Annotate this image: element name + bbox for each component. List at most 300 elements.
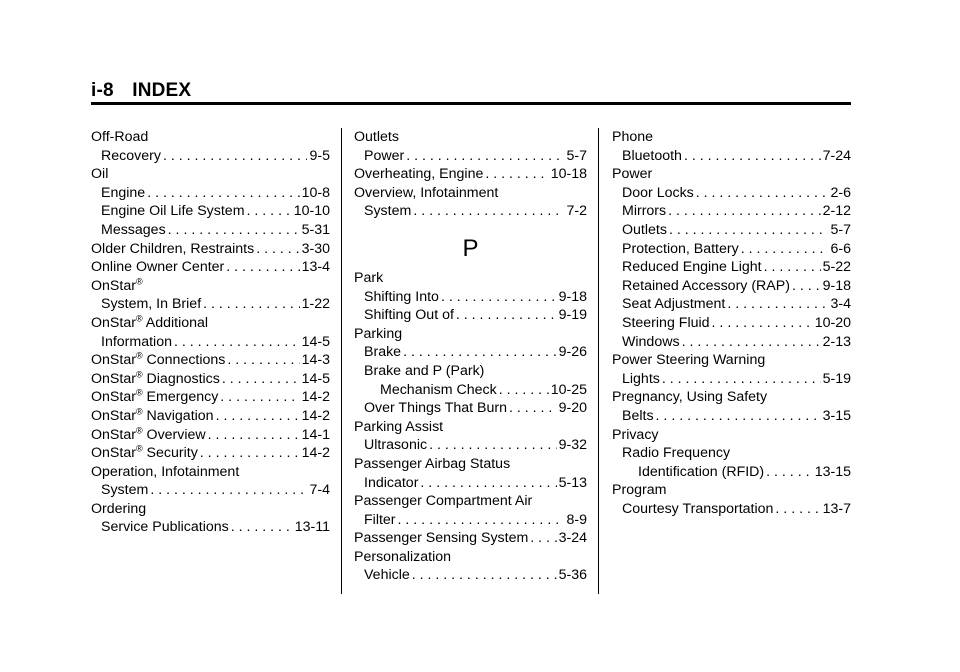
entry-label: Bluetooth bbox=[622, 147, 682, 164]
index-heading bbox=[91, 500, 330, 519]
index-entry bbox=[354, 288, 587, 307]
entry-label: Program bbox=[612, 482, 667, 499]
page-reference: 13-11 bbox=[294, 519, 330, 536]
entry-text bbox=[622, 407, 654, 426]
entry-label: System bbox=[101, 482, 149, 499]
entry-label: Messages bbox=[101, 221, 166, 238]
leader-dots bbox=[456, 306, 557, 325]
entry-text bbox=[91, 444, 198, 463]
entry-text bbox=[612, 389, 767, 405]
leader-dots bbox=[203, 295, 299, 314]
index-heading bbox=[354, 455, 587, 474]
entry-text bbox=[101, 221, 166, 240]
page-reference: 14-1 bbox=[301, 426, 330, 443]
index-column-3 bbox=[612, 128, 851, 518]
entry-label: OnStar bbox=[91, 407, 136, 424]
entry-text bbox=[91, 315, 208, 331]
entry-label-suffix: Security bbox=[142, 445, 198, 462]
entry-label: System, In Brief bbox=[101, 296, 202, 313]
page-reference: 7-2 bbox=[566, 203, 587, 220]
page-reference: 5-22 bbox=[822, 259, 851, 276]
leader-dots bbox=[485, 165, 548, 184]
index-heading bbox=[354, 418, 587, 437]
entry-text bbox=[101, 202, 245, 221]
entry-text bbox=[91, 278, 143, 294]
index-entry bbox=[612, 147, 851, 166]
index-entry bbox=[612, 240, 851, 259]
entry-text bbox=[622, 370, 660, 389]
index-entry bbox=[91, 426, 330, 445]
entry-text bbox=[91, 351, 225, 370]
registered-mark: ® bbox=[135, 406, 143, 417]
index-entry bbox=[91, 202, 330, 221]
entry-label: Identification (RFID) bbox=[638, 463, 765, 480]
page-reference: 2-12 bbox=[822, 203, 851, 220]
entry-label: Parking Assist bbox=[354, 418, 444, 435]
index-entry bbox=[612, 277, 851, 296]
index-entry bbox=[354, 566, 587, 585]
index-entry bbox=[612, 202, 851, 221]
leader-dots bbox=[247, 202, 292, 221]
page-reference: 10-8 bbox=[301, 184, 330, 201]
entry-text bbox=[101, 518, 229, 537]
index-list-p bbox=[354, 269, 587, 585]
entry-label: Steering Fluid bbox=[622, 314, 710, 331]
entry-text bbox=[612, 427, 659, 443]
entry-label: Off-Road bbox=[91, 129, 149, 145]
index-heading bbox=[91, 277, 330, 296]
entry-text bbox=[354, 270, 383, 286]
entry-label: Courtesy Transportation bbox=[622, 500, 774, 517]
entry-label: Brake bbox=[364, 344, 402, 361]
index-heading bbox=[354, 184, 587, 203]
index-heading bbox=[612, 351, 851, 370]
entry-text bbox=[364, 566, 410, 585]
index-heading bbox=[354, 492, 587, 511]
index-entry bbox=[91, 407, 330, 426]
entry-text bbox=[364, 202, 411, 221]
leader-dots bbox=[668, 202, 820, 221]
page-reference: 13-15 bbox=[814, 463, 851, 480]
index-entry bbox=[91, 147, 330, 166]
leader-dots bbox=[662, 370, 821, 389]
entry-label-suffix: Overview bbox=[142, 426, 206, 443]
leader-dots bbox=[775, 500, 820, 519]
entry-text bbox=[364, 343, 401, 362]
entry-label: Passenger Sensing System bbox=[354, 530, 529, 547]
leader-dots bbox=[420, 474, 556, 493]
index-entry bbox=[354, 529, 587, 548]
index-heading bbox=[612, 165, 851, 184]
leader-dots bbox=[656, 407, 821, 426]
entry-text bbox=[354, 456, 510, 472]
column-divider-2 bbox=[598, 128, 599, 594]
entry-label: Older Children, Restraints bbox=[91, 240, 255, 257]
entry-label: Over Things That Burn bbox=[364, 400, 507, 417]
page-reference: 9-18 bbox=[822, 277, 851, 294]
leader-dots bbox=[682, 333, 821, 352]
index-entry bbox=[91, 333, 330, 352]
entry-text bbox=[364, 288, 439, 307]
entry-text bbox=[622, 333, 680, 352]
entry-label-suffix: Emergency bbox=[142, 389, 219, 406]
entry-label: Ordering bbox=[91, 500, 147, 517]
page-reference: 10-18 bbox=[550, 166, 587, 183]
entry-text bbox=[612, 352, 765, 368]
index-entry bbox=[91, 518, 330, 537]
entry-label: Privacy bbox=[612, 426, 659, 443]
entry-text bbox=[612, 482, 666, 498]
index-entry bbox=[612, 258, 851, 277]
page-reference: 3-24 bbox=[558, 530, 587, 547]
entry-label: Overheating, Engine bbox=[354, 166, 484, 183]
entry-label: OnStar bbox=[91, 277, 136, 294]
leader-dots bbox=[712, 314, 813, 333]
leader-dots bbox=[174, 333, 300, 352]
entry-label: Belts bbox=[622, 407, 654, 424]
registered-mark: ® bbox=[135, 313, 143, 324]
entry-label: Operation, Infotainment bbox=[91, 463, 240, 480]
page-reference: 2-13 bbox=[822, 333, 851, 350]
page-reference: 14-2 bbox=[301, 445, 330, 462]
entry-text bbox=[612, 166, 652, 182]
entry-label: Mirrors bbox=[622, 203, 667, 220]
entry-label: Engine bbox=[101, 184, 146, 201]
page-reference: 13-7 bbox=[822, 500, 851, 517]
leader-dots bbox=[227, 351, 299, 370]
index-column-2 bbox=[354, 128, 587, 585]
entry-label: Vehicle bbox=[364, 567, 410, 584]
leader-dots bbox=[398, 511, 565, 530]
index-heading bbox=[612, 388, 851, 407]
page-reference: 7-4 bbox=[309, 482, 330, 499]
page-reference: 9-32 bbox=[558, 437, 587, 454]
leader-dots bbox=[413, 202, 564, 221]
entry-text bbox=[91, 426, 206, 445]
entry-text bbox=[354, 493, 532, 509]
index-entry bbox=[612, 333, 851, 352]
index-entry bbox=[354, 202, 587, 221]
entry-text bbox=[91, 464, 239, 480]
entry-label: Seat Adjustment bbox=[622, 296, 726, 313]
index-heading bbox=[612, 426, 851, 445]
entry-text bbox=[354, 326, 402, 342]
entry-label: Personalization bbox=[354, 548, 452, 565]
index-entry bbox=[91, 221, 330, 240]
index-heading bbox=[91, 128, 330, 147]
page-reference: 14-5 bbox=[301, 333, 330, 350]
page-reference: 9-26 bbox=[558, 344, 587, 361]
entry-label: Pregnancy, Using Safety bbox=[612, 389, 768, 406]
entry-text bbox=[364, 147, 404, 166]
page-reference: 10-20 bbox=[814, 314, 851, 331]
index-entry bbox=[612, 500, 851, 519]
index-entry bbox=[354, 474, 587, 493]
entry-label: Power Steering Warning bbox=[612, 352, 766, 369]
entry-text bbox=[622, 277, 790, 296]
leader-dots bbox=[412, 566, 557, 585]
entry-text bbox=[622, 500, 773, 519]
entry-text bbox=[622, 445, 730, 461]
header-rule bbox=[91, 102, 851, 105]
entry-text bbox=[622, 314, 710, 333]
entry-text bbox=[91, 388, 218, 407]
page-number: i-8 bbox=[91, 80, 114, 101]
index-entry bbox=[91, 351, 330, 370]
registered-mark: ® bbox=[135, 369, 143, 379]
entry-label: Door Locks bbox=[622, 184, 694, 201]
page-reference: 1-22 bbox=[301, 296, 330, 313]
entry-label: Shifting Into bbox=[364, 288, 439, 305]
index-heading bbox=[354, 548, 587, 567]
entry-text bbox=[354, 419, 443, 435]
entry-label: Power bbox=[364, 147, 405, 164]
page-title: INDEX bbox=[132, 80, 192, 101]
index-entry bbox=[91, 370, 330, 389]
entry-text bbox=[354, 185, 498, 201]
entry-label: Engine Oil Life System bbox=[101, 203, 245, 220]
leader-dots bbox=[509, 399, 557, 418]
entry-text bbox=[354, 165, 483, 184]
index-entry bbox=[354, 165, 587, 184]
entry-label: Brake and P (Park) bbox=[364, 362, 485, 379]
section-letter: P bbox=[462, 234, 479, 262]
entry-label: Indicator bbox=[364, 474, 419, 491]
entry-text bbox=[101, 295, 201, 314]
leader-dots bbox=[441, 288, 557, 307]
leader-dots bbox=[220, 388, 299, 407]
leader-dots bbox=[669, 221, 829, 240]
entry-text bbox=[622, 221, 667, 240]
page-reference: 14-2 bbox=[301, 407, 330, 424]
index-entry bbox=[612, 314, 851, 333]
registered-mark: ® bbox=[135, 425, 143, 435]
index-entry bbox=[354, 511, 587, 530]
page-reference: 2-6 bbox=[830, 184, 851, 201]
entry-label: Park bbox=[354, 269, 384, 286]
index-heading bbox=[354, 269, 587, 288]
leader-dots bbox=[684, 147, 821, 166]
entry-text bbox=[638, 463, 764, 482]
entry-label: Information bbox=[101, 333, 172, 350]
entry-text bbox=[91, 258, 224, 277]
page-reference: 6-6 bbox=[830, 240, 851, 257]
index-heading bbox=[612, 128, 851, 147]
registered-mark: ® bbox=[135, 444, 143, 454]
index-entry bbox=[91, 388, 330, 407]
entry-label: Overview, Infotainment bbox=[354, 184, 499, 201]
entry-text bbox=[364, 511, 396, 530]
page-reference: 8-9 bbox=[566, 511, 587, 528]
entry-label: OnStar bbox=[91, 352, 136, 369]
entry-text bbox=[622, 295, 725, 314]
page-reference: 3-15 bbox=[822, 407, 851, 424]
registered-mark: ® bbox=[135, 351, 143, 361]
leader-dots bbox=[150, 481, 307, 500]
entry-text bbox=[101, 481, 148, 500]
entry-text bbox=[380, 381, 497, 400]
index-entry bbox=[91, 481, 330, 500]
page-reference: 3-4 bbox=[830, 296, 851, 313]
page-reference: 14-2 bbox=[301, 389, 330, 406]
entry-label: Online Owner Center bbox=[91, 259, 225, 276]
index-heading bbox=[91, 463, 330, 482]
leader-dots bbox=[226, 258, 299, 277]
page-reference: 5-7 bbox=[830, 221, 851, 238]
entry-text bbox=[354, 529, 528, 548]
index-entry bbox=[354, 343, 587, 362]
entry-label: Phone bbox=[612, 129, 654, 145]
entry-label: Outlets bbox=[354, 129, 399, 145]
registered-mark: ® bbox=[135, 276, 143, 287]
entry-label: OnStar bbox=[91, 370, 136, 387]
page-reference: 10-25 bbox=[550, 381, 587, 398]
registered-mark: ® bbox=[135, 388, 143, 398]
index-list-o bbox=[354, 128, 587, 221]
entry-label: OnStar bbox=[91, 426, 136, 443]
entry-text bbox=[91, 407, 214, 426]
leader-dots bbox=[530, 529, 556, 548]
entry-text bbox=[91, 166, 108, 182]
page-reference: 5-19 bbox=[822, 370, 851, 387]
leader-dots bbox=[696, 184, 829, 203]
entry-label: Parking bbox=[354, 325, 403, 342]
entry-label: Passenger Compartment Air bbox=[354, 493, 533, 510]
index-entry bbox=[354, 399, 587, 418]
entry-text bbox=[101, 184, 145, 203]
entry-text bbox=[622, 240, 739, 259]
entry-label: Ultrasonic bbox=[364, 437, 428, 454]
entry-label: Power bbox=[612, 166, 653, 183]
leader-dots bbox=[256, 240, 299, 259]
entry-text bbox=[622, 202, 666, 221]
entry-text bbox=[91, 501, 146, 517]
entry-label: Lights bbox=[622, 370, 660, 387]
leader-dots bbox=[168, 221, 300, 240]
page-reference: 5-36 bbox=[558, 567, 587, 584]
entry-text bbox=[91, 129, 148, 145]
entry-label: Shifting Out of bbox=[364, 307, 454, 324]
page-reference: 5-13 bbox=[558, 474, 587, 491]
column-divider-1 bbox=[341, 128, 342, 594]
entry-label: Oil bbox=[91, 166, 109, 183]
entry-text bbox=[101, 147, 161, 166]
leader-dots bbox=[764, 258, 821, 277]
index-entry bbox=[612, 221, 851, 240]
entry-text bbox=[354, 549, 451, 565]
entry-text bbox=[91, 370, 220, 389]
entry-label: Protection, Battery bbox=[622, 240, 739, 257]
entry-label: Service Publications bbox=[101, 519, 229, 536]
leader-dots bbox=[406, 147, 564, 166]
index-entry bbox=[612, 295, 851, 314]
leader-dots bbox=[163, 147, 308, 166]
entry-text bbox=[364, 436, 427, 455]
index-entry bbox=[91, 295, 330, 314]
index-heading bbox=[354, 128, 587, 147]
entry-text bbox=[364, 306, 454, 325]
entry-label: Reduced Engine Light bbox=[622, 259, 762, 276]
leader-dots bbox=[200, 444, 300, 463]
entry-text bbox=[612, 129, 653, 145]
leader-dots bbox=[147, 184, 299, 203]
index-heading bbox=[91, 165, 330, 184]
entry-label: Mechanism Check bbox=[380, 381, 497, 398]
index-entry bbox=[91, 184, 330, 203]
entry-text bbox=[91, 240, 254, 259]
page-reference: 14-3 bbox=[301, 352, 330, 369]
entry-label: Recovery bbox=[101, 147, 161, 164]
entry-text bbox=[101, 333, 172, 352]
leader-dots bbox=[222, 370, 300, 389]
entry-label-suffix: Navigation bbox=[142, 407, 214, 424]
page-reference: 7-24 bbox=[822, 147, 851, 164]
page-reference: 9-19 bbox=[558, 307, 587, 324]
leader-dots bbox=[727, 295, 828, 314]
entry-text bbox=[364, 399, 507, 418]
leader-dots bbox=[741, 240, 829, 259]
page-reference: 13-4 bbox=[301, 259, 330, 276]
entry-text bbox=[354, 129, 399, 145]
leader-dots bbox=[403, 343, 557, 362]
page-reference: 9-5 bbox=[309, 147, 330, 164]
index-column-1 bbox=[91, 128, 330, 537]
index-heading bbox=[91, 314, 330, 333]
entry-label: Passenger Airbag Status bbox=[354, 455, 511, 472]
index-entry bbox=[612, 463, 851, 482]
leader-dots bbox=[208, 426, 300, 445]
index-entry bbox=[612, 407, 851, 426]
index-entry bbox=[354, 306, 587, 325]
index-entry bbox=[354, 147, 587, 166]
index-entry bbox=[91, 258, 330, 277]
entry-label: Retained Accessory (RAP) bbox=[622, 277, 790, 294]
entry-label-suffix: Connections bbox=[142, 352, 226, 369]
entry-label: Radio Frequency bbox=[622, 445, 731, 462]
leader-dots bbox=[499, 381, 549, 400]
entry-label-suffix: Additional bbox=[142, 314, 209, 331]
page-reference: 5-31 bbox=[301, 221, 330, 238]
page-reference: 10-10 bbox=[293, 203, 330, 220]
entry-text bbox=[622, 147, 682, 166]
index-entry bbox=[612, 184, 851, 203]
index-entry bbox=[91, 240, 330, 259]
entry-label: OnStar bbox=[91, 389, 136, 406]
page-reference: 5-7 bbox=[566, 147, 587, 164]
leader-dots bbox=[766, 463, 813, 482]
page-reference: 9-18 bbox=[558, 288, 587, 305]
entry-label: Filter bbox=[364, 511, 396, 528]
entry-label: System bbox=[364, 203, 412, 220]
page-reference: 9-20 bbox=[558, 400, 587, 417]
index-heading bbox=[354, 325, 587, 344]
entry-text bbox=[364, 363, 484, 379]
entry-label-suffix: Diagnostics bbox=[142, 370, 220, 387]
entry-label: Windows bbox=[622, 333, 680, 350]
index-entry bbox=[354, 436, 587, 455]
index-heading bbox=[612, 444, 851, 463]
index-heading bbox=[612, 481, 851, 500]
index-heading bbox=[354, 362, 587, 381]
entry-text bbox=[364, 474, 418, 493]
entry-text bbox=[622, 184, 694, 203]
leader-dots bbox=[792, 277, 821, 296]
index-entry bbox=[91, 444, 330, 463]
index-entry bbox=[354, 381, 587, 400]
index-entry bbox=[612, 370, 851, 389]
entry-label: OnStar bbox=[91, 314, 136, 331]
entry-text bbox=[622, 258, 762, 277]
